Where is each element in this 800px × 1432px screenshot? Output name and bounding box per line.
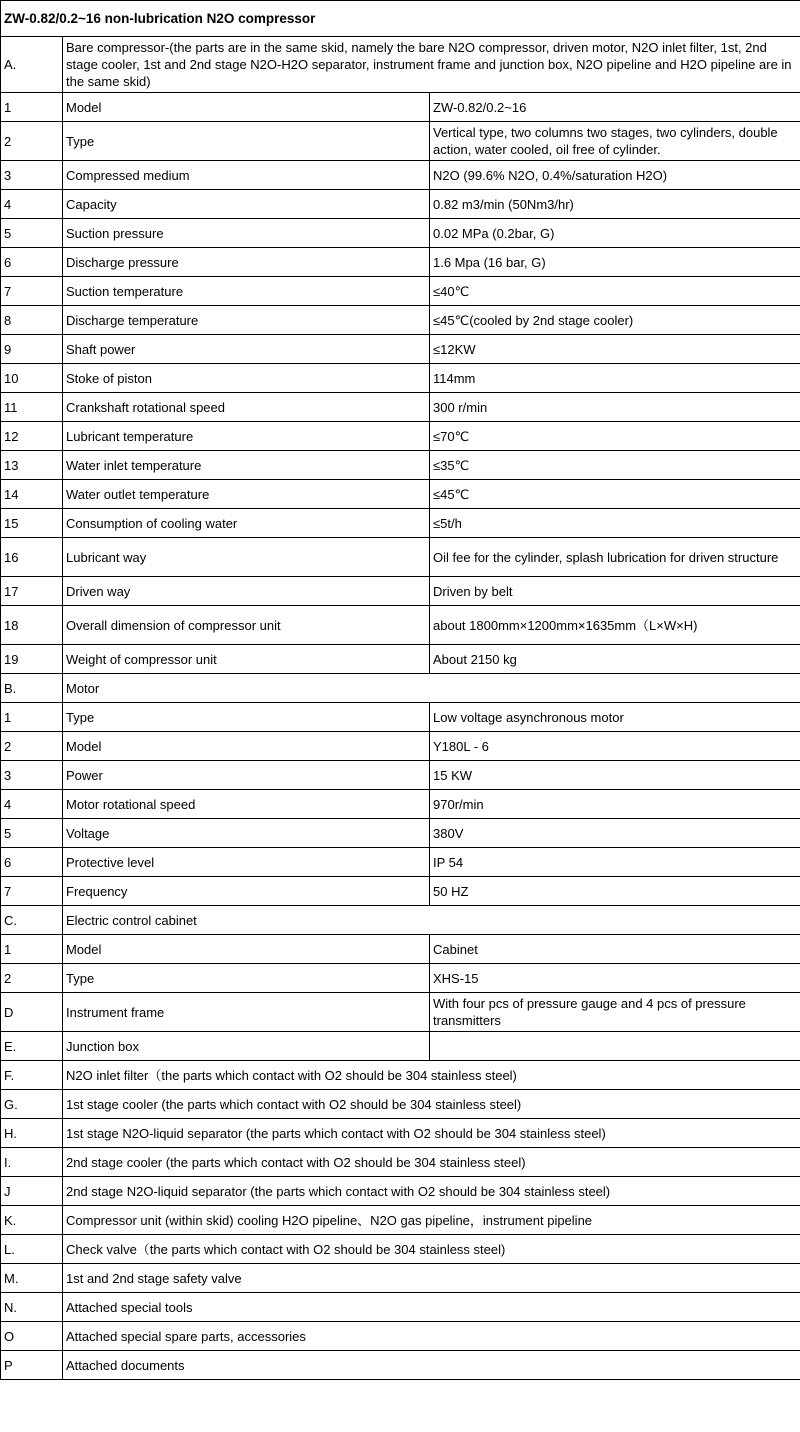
- item-name: Consumption of cooling water: [63, 509, 430, 538]
- item-name: Power: [63, 761, 430, 790]
- table-row: [1, 761, 800, 790]
- item-value: ≤5t/h: [430, 509, 800, 538]
- item-value: IP 54: [430, 848, 800, 877]
- item-value: ≤12KW: [430, 335, 800, 364]
- item-value: [430, 1032, 800, 1061]
- item-value: ZW-0.82/0.2~16: [430, 93, 800, 122]
- section-text: 1st stage N2O-liquid separator (the parts which contact with O2 should be 304 stainless steel): [63, 1119, 800, 1148]
- row-number: B.: [1, 674, 63, 703]
- item-name: Type: [63, 122, 430, 161]
- item-name: Junction box: [63, 1032, 430, 1061]
- item-name: Protective level: [63, 848, 430, 877]
- section-text: Attached special tools: [63, 1293, 800, 1322]
- item-value: Cabinet: [430, 935, 800, 964]
- row-number: 17: [1, 577, 63, 606]
- item-name: Lubricant temperature: [63, 422, 430, 451]
- item-value: 300 r/min: [430, 393, 800, 422]
- section-text: Bare compressor-(the parts are in the same skid, namely the bare N2O compressor, driven motor, N2O inlet filter, 1st, 2nd stage cooler, 1st and 2nd stage N2O-H2O separator, instrument frame and junction box, N2O pipeline and H2O pipeline are in the same skid): [63, 37, 800, 93]
- item-value: About 2150 kg: [430, 645, 800, 674]
- table-row: [1, 790, 800, 819]
- section-text: N2O inlet filter（the parts which contact with O2 should be 304 stainless steel): [63, 1061, 800, 1090]
- row-number: F.: [1, 1061, 63, 1090]
- item-value: 1.6 Mpa (16 bar, G): [430, 248, 800, 277]
- table-row: [1, 306, 800, 335]
- item-name: Crankshaft rotational speed: [63, 393, 430, 422]
- table-row: [1, 1119, 800, 1148]
- item-name: Model: [63, 93, 430, 122]
- item-name: Model: [63, 935, 430, 964]
- item-name: Shaft power: [63, 335, 430, 364]
- item-value: ≤40℃: [430, 277, 800, 306]
- table-row: [1, 335, 800, 364]
- item-name: Instrument frame: [63, 993, 430, 1032]
- row-number: 2: [1, 122, 63, 161]
- item-value: Driven by belt: [430, 577, 800, 606]
- item-value: Oil fee for the cylinder, splash lubrication for driven structure: [430, 538, 800, 577]
- table-row: [1, 1206, 800, 1235]
- item-value: XHS-15: [430, 964, 800, 993]
- row-number: 1: [1, 93, 63, 122]
- item-name: Discharge temperature: [63, 306, 430, 335]
- table-row: [1, 848, 800, 877]
- table-row: [1, 393, 800, 422]
- item-value: 380V: [430, 819, 800, 848]
- row-number: 10: [1, 364, 63, 393]
- row-number: 2: [1, 732, 63, 761]
- table-row: [1, 538, 800, 577]
- section-text: Attached documents: [63, 1351, 800, 1380]
- section-text: Check valve（the parts which contact with O2 should be 304 stainless steel): [63, 1235, 800, 1264]
- row-number: 8: [1, 306, 63, 335]
- row-number: I.: [1, 1148, 63, 1177]
- item-name: Driven way: [63, 577, 430, 606]
- item-value: 114mm: [430, 364, 800, 393]
- table-row: [1, 480, 800, 509]
- table-row: [1, 1293, 800, 1322]
- item-name: Suction pressure: [63, 219, 430, 248]
- item-value: 50 HZ: [430, 877, 800, 906]
- table-row: [1, 906, 800, 935]
- row-number: J: [1, 1177, 63, 1206]
- section-text: 2nd stage cooler (the parts which contact with O2 should be 304 stainless steel): [63, 1148, 800, 1177]
- row-number: H.: [1, 1119, 63, 1148]
- table-row: [1, 674, 800, 703]
- table-row: [1, 1090, 800, 1119]
- row-number: M.: [1, 1264, 63, 1293]
- section-text: Electric control cabinet: [63, 906, 800, 935]
- table-title-row: [1, 1, 800, 37]
- item-value: 0.82 m3/min (50Nm3/hr): [430, 190, 800, 219]
- item-name: Suction temperature: [63, 277, 430, 306]
- table-row: [1, 1032, 800, 1061]
- table-row: [1, 732, 800, 761]
- row-number: O: [1, 1322, 63, 1351]
- row-number: C.: [1, 906, 63, 935]
- row-number: P: [1, 1351, 63, 1380]
- section-text: 2nd stage N2O-liquid separator (the parts which contact with O2 should be 304 stainless steel): [63, 1177, 800, 1206]
- row-number: 4: [1, 190, 63, 219]
- item-value: 15 KW: [430, 761, 800, 790]
- table-row: [1, 190, 800, 219]
- table-row: [1, 1264, 800, 1293]
- item-value: Y180L - 6: [430, 732, 800, 761]
- table-row: [1, 964, 800, 993]
- row-number: G.: [1, 1090, 63, 1119]
- table-row: [1, 1351, 800, 1380]
- row-number: 6: [1, 248, 63, 277]
- item-value: about 1800mm×1200mm×1635mm（L×W×H): [430, 606, 800, 645]
- table-row: [1, 1148, 800, 1177]
- row-number: 15: [1, 509, 63, 538]
- table-row: [1, 248, 800, 277]
- table-row: [1, 161, 800, 190]
- section-text: Compressor unit (within skid) cooling H2O pipeline、N2O gas pipeline，instrument pipeline: [63, 1206, 800, 1235]
- table-row: [1, 645, 800, 674]
- row-number: N.: [1, 1293, 63, 1322]
- item-name: Weight of compressor unit: [63, 645, 430, 674]
- table-row: [1, 877, 800, 906]
- table-row: [1, 606, 800, 645]
- item-name: Capacity: [63, 190, 430, 219]
- row-number: 3: [1, 161, 63, 190]
- item-name: Model: [63, 732, 430, 761]
- item-value: With four pcs of pressure gauge and 4 pcs of pressure transmitters: [430, 993, 800, 1032]
- row-number: 1: [1, 935, 63, 964]
- table-row: [1, 37, 800, 93]
- row-number: 3: [1, 761, 63, 790]
- item-name: Lubricant way: [63, 538, 430, 577]
- row-number: 5: [1, 819, 63, 848]
- table-row: [1, 277, 800, 306]
- row-number: 7: [1, 277, 63, 306]
- row-number: 18: [1, 606, 63, 645]
- table-row: [1, 509, 800, 538]
- item-name: Motor rotational speed: [63, 790, 430, 819]
- table-row: [1, 364, 800, 393]
- item-value: ≤35℃: [430, 451, 800, 480]
- item-name: Water inlet temperature: [63, 451, 430, 480]
- row-number: K.: [1, 1206, 63, 1235]
- item-value: Low voltage asynchronous motor: [430, 703, 800, 732]
- table-row: [1, 422, 800, 451]
- section-text: 1st and 2nd stage safety valve: [63, 1264, 800, 1293]
- row-number: 12: [1, 422, 63, 451]
- table-row: [1, 122, 800, 161]
- table-row: [1, 935, 800, 964]
- row-number: 14: [1, 480, 63, 509]
- table-row: [1, 219, 800, 248]
- table-row: [1, 1235, 800, 1264]
- item-name: Type: [63, 964, 430, 993]
- table-row: [1, 1061, 800, 1090]
- item-name: Overall dimension of compressor unit: [63, 606, 430, 645]
- item-name: Discharge pressure: [63, 248, 430, 277]
- section-text: Attached special spare parts, accessories: [63, 1322, 800, 1351]
- item-name: Water outlet temperature: [63, 480, 430, 509]
- row-number: E.: [1, 1032, 63, 1061]
- item-value: ≤45℃(cooled by 2nd stage cooler): [430, 306, 800, 335]
- item-name: Type: [63, 703, 430, 732]
- item-name: Frequency: [63, 877, 430, 906]
- table-row: [1, 451, 800, 480]
- row-number: 9: [1, 335, 63, 364]
- table-row: [1, 93, 800, 122]
- item-value: Vertical type, two columns two stages, two cylinders, double action, water cooled, oil free of cylinder.: [430, 122, 800, 161]
- row-number: 11: [1, 393, 63, 422]
- item-name: Stoke of piston: [63, 364, 430, 393]
- section-text: 1st stage cooler (the parts which contact with O2 should be 304 stainless steel): [63, 1090, 800, 1119]
- table-row: [1, 577, 800, 606]
- row-number: 19: [1, 645, 63, 674]
- item-value: 0.02 MPa (0.2bar, G): [430, 219, 800, 248]
- row-number: 7: [1, 877, 63, 906]
- row-number: 5: [1, 219, 63, 248]
- item-name: Compressed medium: [63, 161, 430, 190]
- table-row: [1, 1177, 800, 1206]
- row-number: 4: [1, 790, 63, 819]
- table-row: [1, 819, 800, 848]
- table-row: [1, 993, 800, 1032]
- row-number: 2: [1, 964, 63, 993]
- row-number: 13: [1, 451, 63, 480]
- item-name: Voltage: [63, 819, 430, 848]
- item-value: ≤45℃: [430, 480, 800, 509]
- row-number: A.: [1, 37, 63, 93]
- table-row: [1, 703, 800, 732]
- item-value: ≤70℃: [430, 422, 800, 451]
- row-number: D: [1, 993, 63, 1032]
- row-number: L.: [1, 1235, 63, 1264]
- item-value: 970r/min: [430, 790, 800, 819]
- table-row: [1, 1322, 800, 1351]
- row-number: 1: [1, 703, 63, 732]
- item-value: N2O (99.6% N2O, 0.4%/saturation H2O): [430, 161, 800, 190]
- section-text: Motor: [63, 674, 800, 703]
- row-number: 16: [1, 538, 63, 577]
- row-number: 6: [1, 848, 63, 877]
- table-title: ZW-0.82/0.2~16 non-lubrication N2O compressor: [1, 1, 800, 37]
